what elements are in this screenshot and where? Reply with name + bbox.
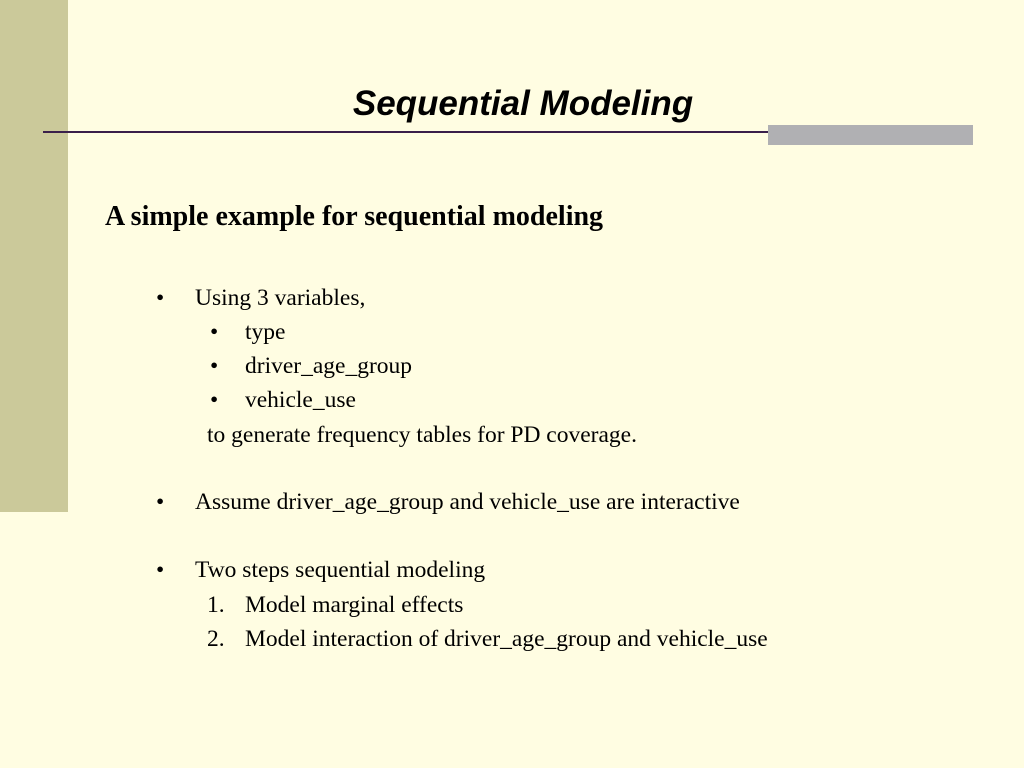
bullet-marker: • xyxy=(156,557,165,583)
bullet-marker: • xyxy=(156,489,165,515)
numbered-text: Model marginal effects xyxy=(245,592,464,618)
bullet-continuation-text: to generate frequency tables for PD coverage. xyxy=(207,422,637,448)
title-accent-bar xyxy=(768,125,973,145)
bullet-marker: • xyxy=(156,285,165,311)
sub-bullet-marker: • xyxy=(210,353,219,379)
sub-bullet-marker: • xyxy=(210,387,219,413)
bullet-text: Using 3 variables, xyxy=(195,285,366,311)
numbered-text: Model interaction of driver_age_group and vehicle_use xyxy=(245,626,768,652)
slide-title: Sequential Modeling xyxy=(352,84,694,123)
slide-subtitle: A simple example for sequential modeling xyxy=(105,201,604,232)
sub-bullet-text: driver_age_group xyxy=(245,353,413,379)
bullet-text: Two steps sequential modeling xyxy=(195,557,486,583)
side-band xyxy=(0,0,68,512)
numbered-marker: 2. xyxy=(207,626,225,652)
bullet-text: Assume driver_age_group and vehicle_use are interactive xyxy=(195,489,740,515)
sub-bullet-marker: • xyxy=(210,319,219,345)
numbered-marker: 1. xyxy=(207,592,225,618)
sub-bullet-text: type xyxy=(245,319,286,345)
sub-bullet-text: vehicle_use xyxy=(245,387,356,413)
